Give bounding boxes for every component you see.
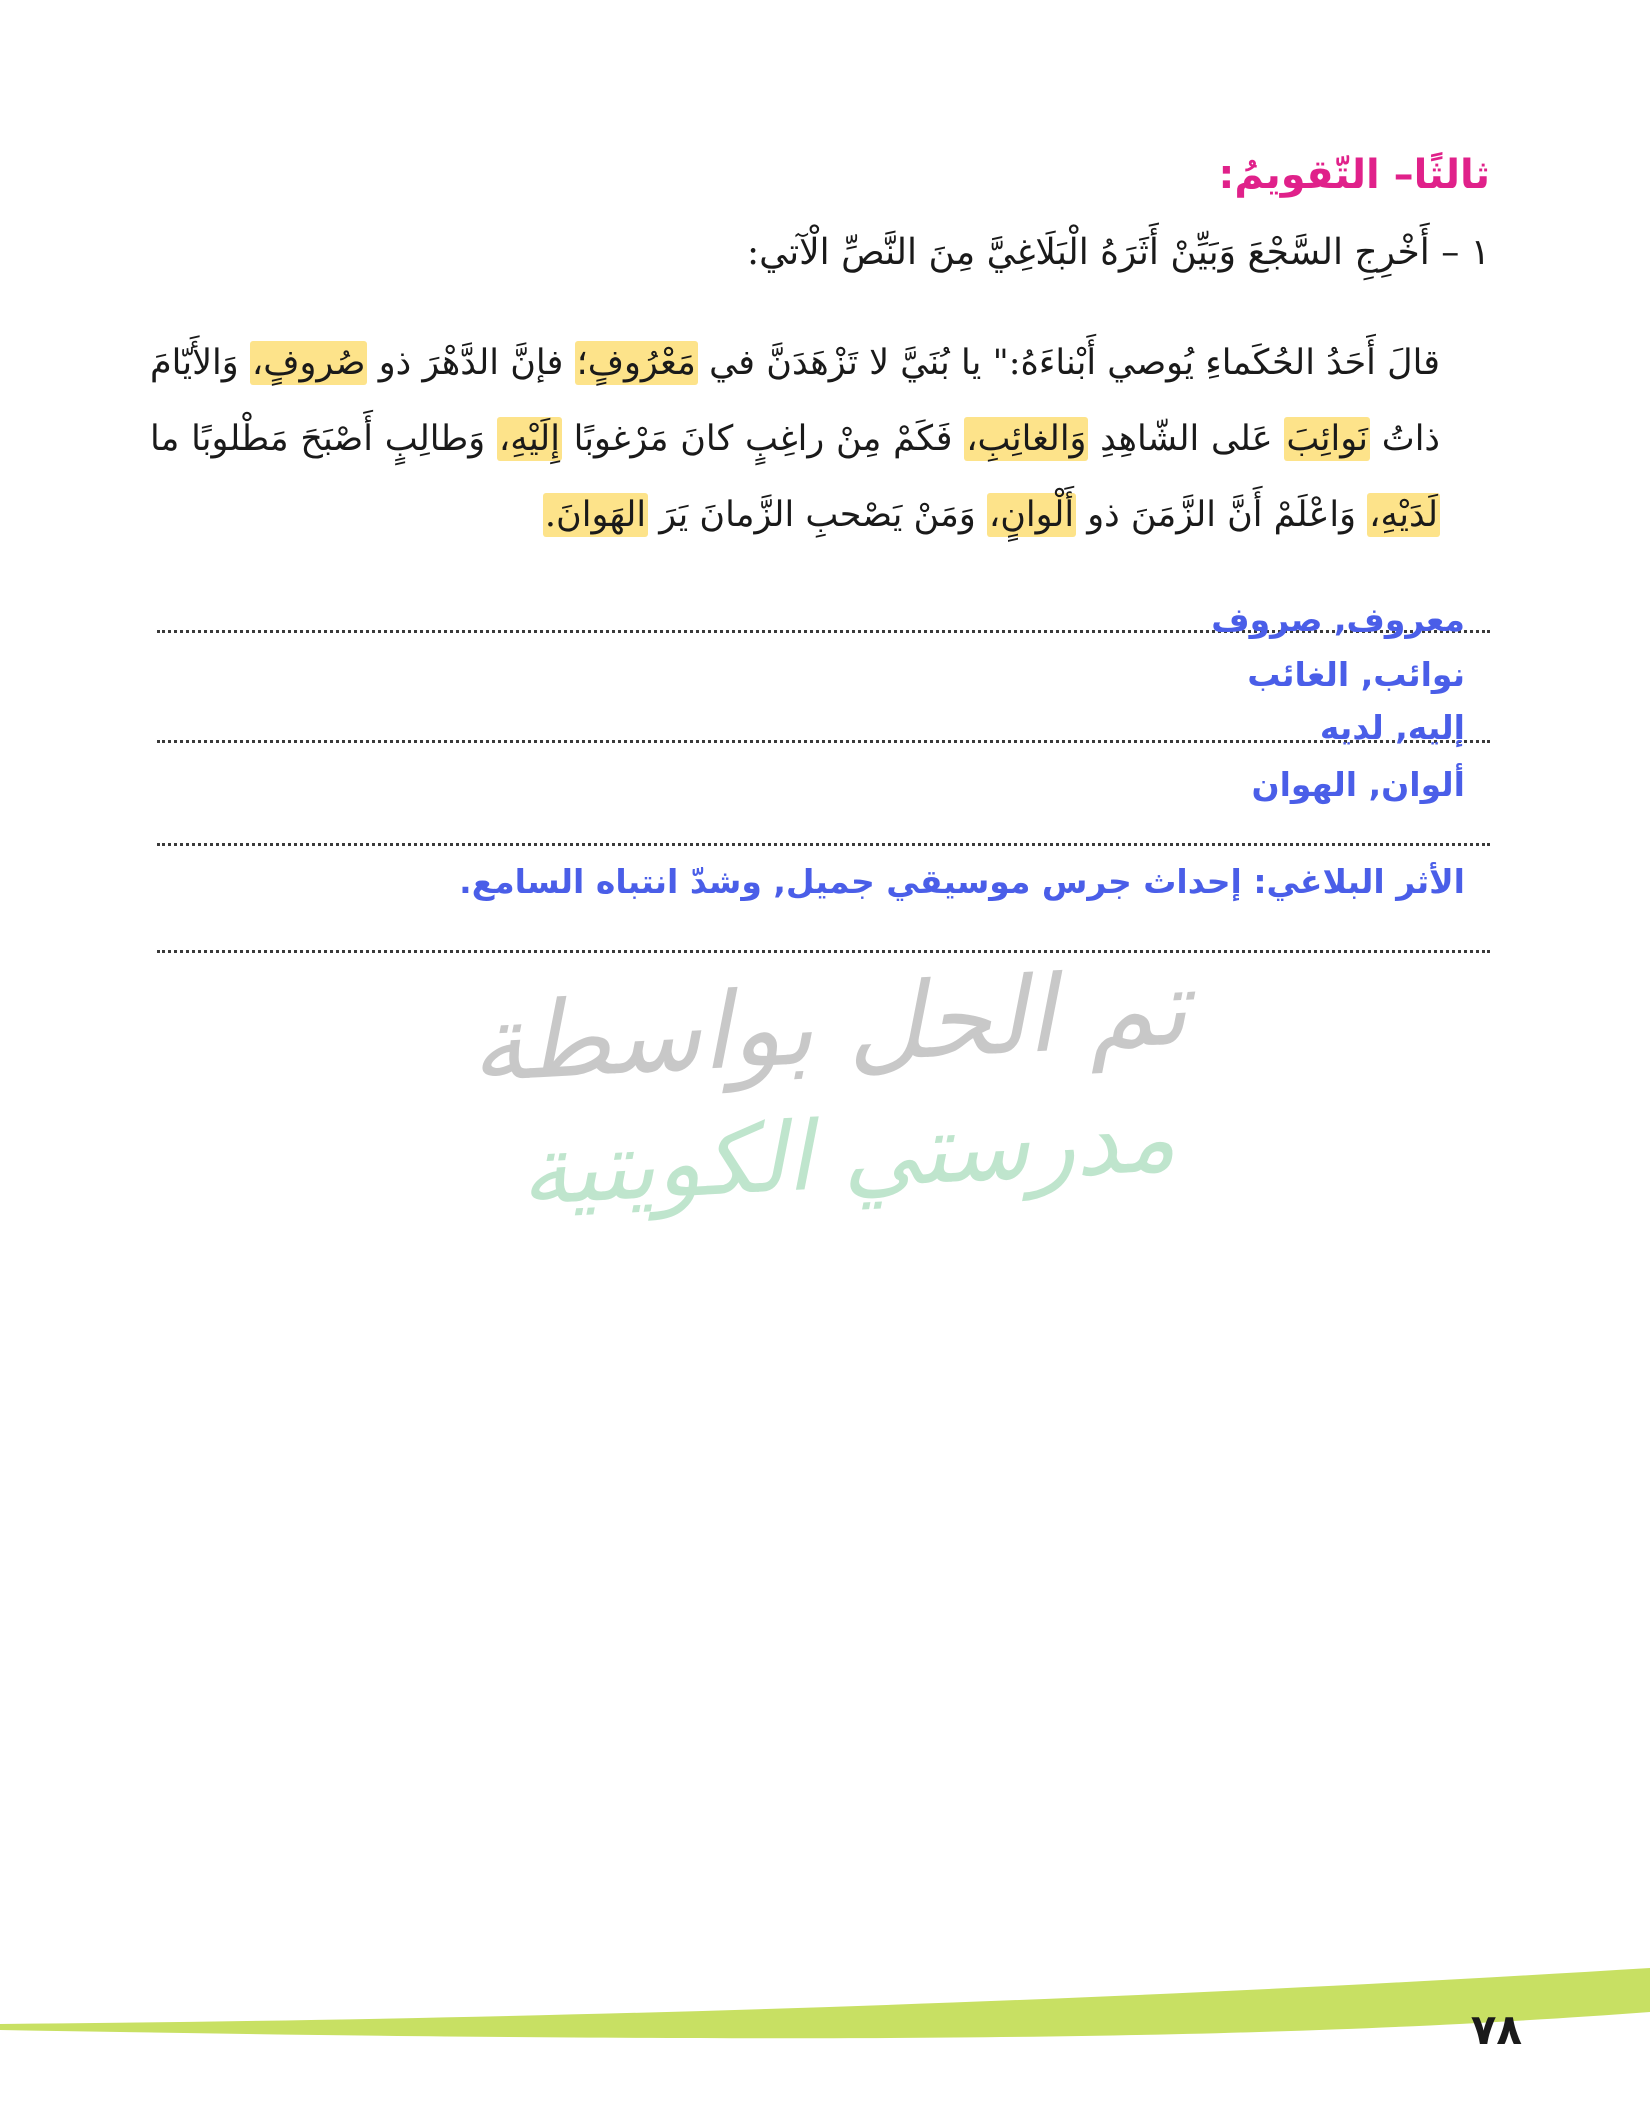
passage-text: فَكَمْ مِنْ راغِبٍ كانَ مَرْغوبًا: [561, 419, 965, 459]
answer-3: إليه, لديه: [1319, 708, 1465, 747]
question-text: ١ – أَخْرِجِ السَّجْعَ وَبَيِّنْ أَثَرَهُ الْبَلَاغِيَّ مِنَ النَّصِّ الْآتي:: [746, 232, 1490, 273]
answer-1: معروف, صروف: [1211, 600, 1465, 639]
highlighted-word: أَلْوانٍ،: [988, 495, 1075, 535]
passage-text: عَلى الشّاهِدِ: [1088, 419, 1285, 459]
section-title: ثالثًا– التّقويمُ:: [1218, 152, 1490, 198]
highlighted-word: مَعْرُوفٍ؛: [576, 343, 696, 383]
answer-2: نوائب, الغائب: [1247, 655, 1465, 694]
passage-text: وَاعْلَمْ أَنَّ الزَّمَنَ ذو: [1076, 495, 1368, 535]
highlighted-word: الهَوانَ.: [544, 495, 647, 535]
watermark-line1: تم الحل بواسطة: [467, 946, 1191, 1106]
passage-text: وَالأَيّامَ ذاتُ: [150, 343, 1441, 459]
passage-text: وَمَنْ يَصْحبِ الزَّمانَ يَرَ: [648, 495, 987, 535]
footer-wave: [0, 1960, 1650, 2122]
answer-line: [157, 843, 1490, 846]
watermark-line2: مدرستي الكويتية: [517, 1082, 1179, 1228]
highlighted-word: لَدَيْهِ،: [1369, 495, 1438, 535]
passage: [150, 325, 1440, 553]
page-number: ٧٨: [1470, 2005, 1522, 2054]
highlighted-word: إِلَيْهِ،: [498, 419, 560, 459]
answer-line: [157, 740, 1490, 743]
answer-line: [157, 950, 1490, 953]
passage-text: فإنَّ الدَّهْرَ ذو: [367, 343, 575, 383]
highlighted-word: صُروفٍ،: [251, 343, 366, 383]
highlighted-word: وَالغائِبِ،: [966, 419, 1087, 459]
answer-4: ألوان, الهوان: [1251, 765, 1465, 804]
highlighted-word: نَوائِبَ: [1286, 419, 1369, 459]
passage-text: وَطالِبٍ أَصْبَحَ مَطْلوبًا ما: [150, 419, 497, 459]
passage-text: قالَ أَحَدُ الحُكَماءِ يُوصي أَبْناءَهُ:" يا بُنَيَّ لا تَزْهَدَنَّ في: [697, 343, 1440, 383]
rhetorical-effect-answer: الأثر البلاغي: إحداث جرس موسيقي جميل, وشدّ انتباه السامع.: [459, 862, 1465, 901]
